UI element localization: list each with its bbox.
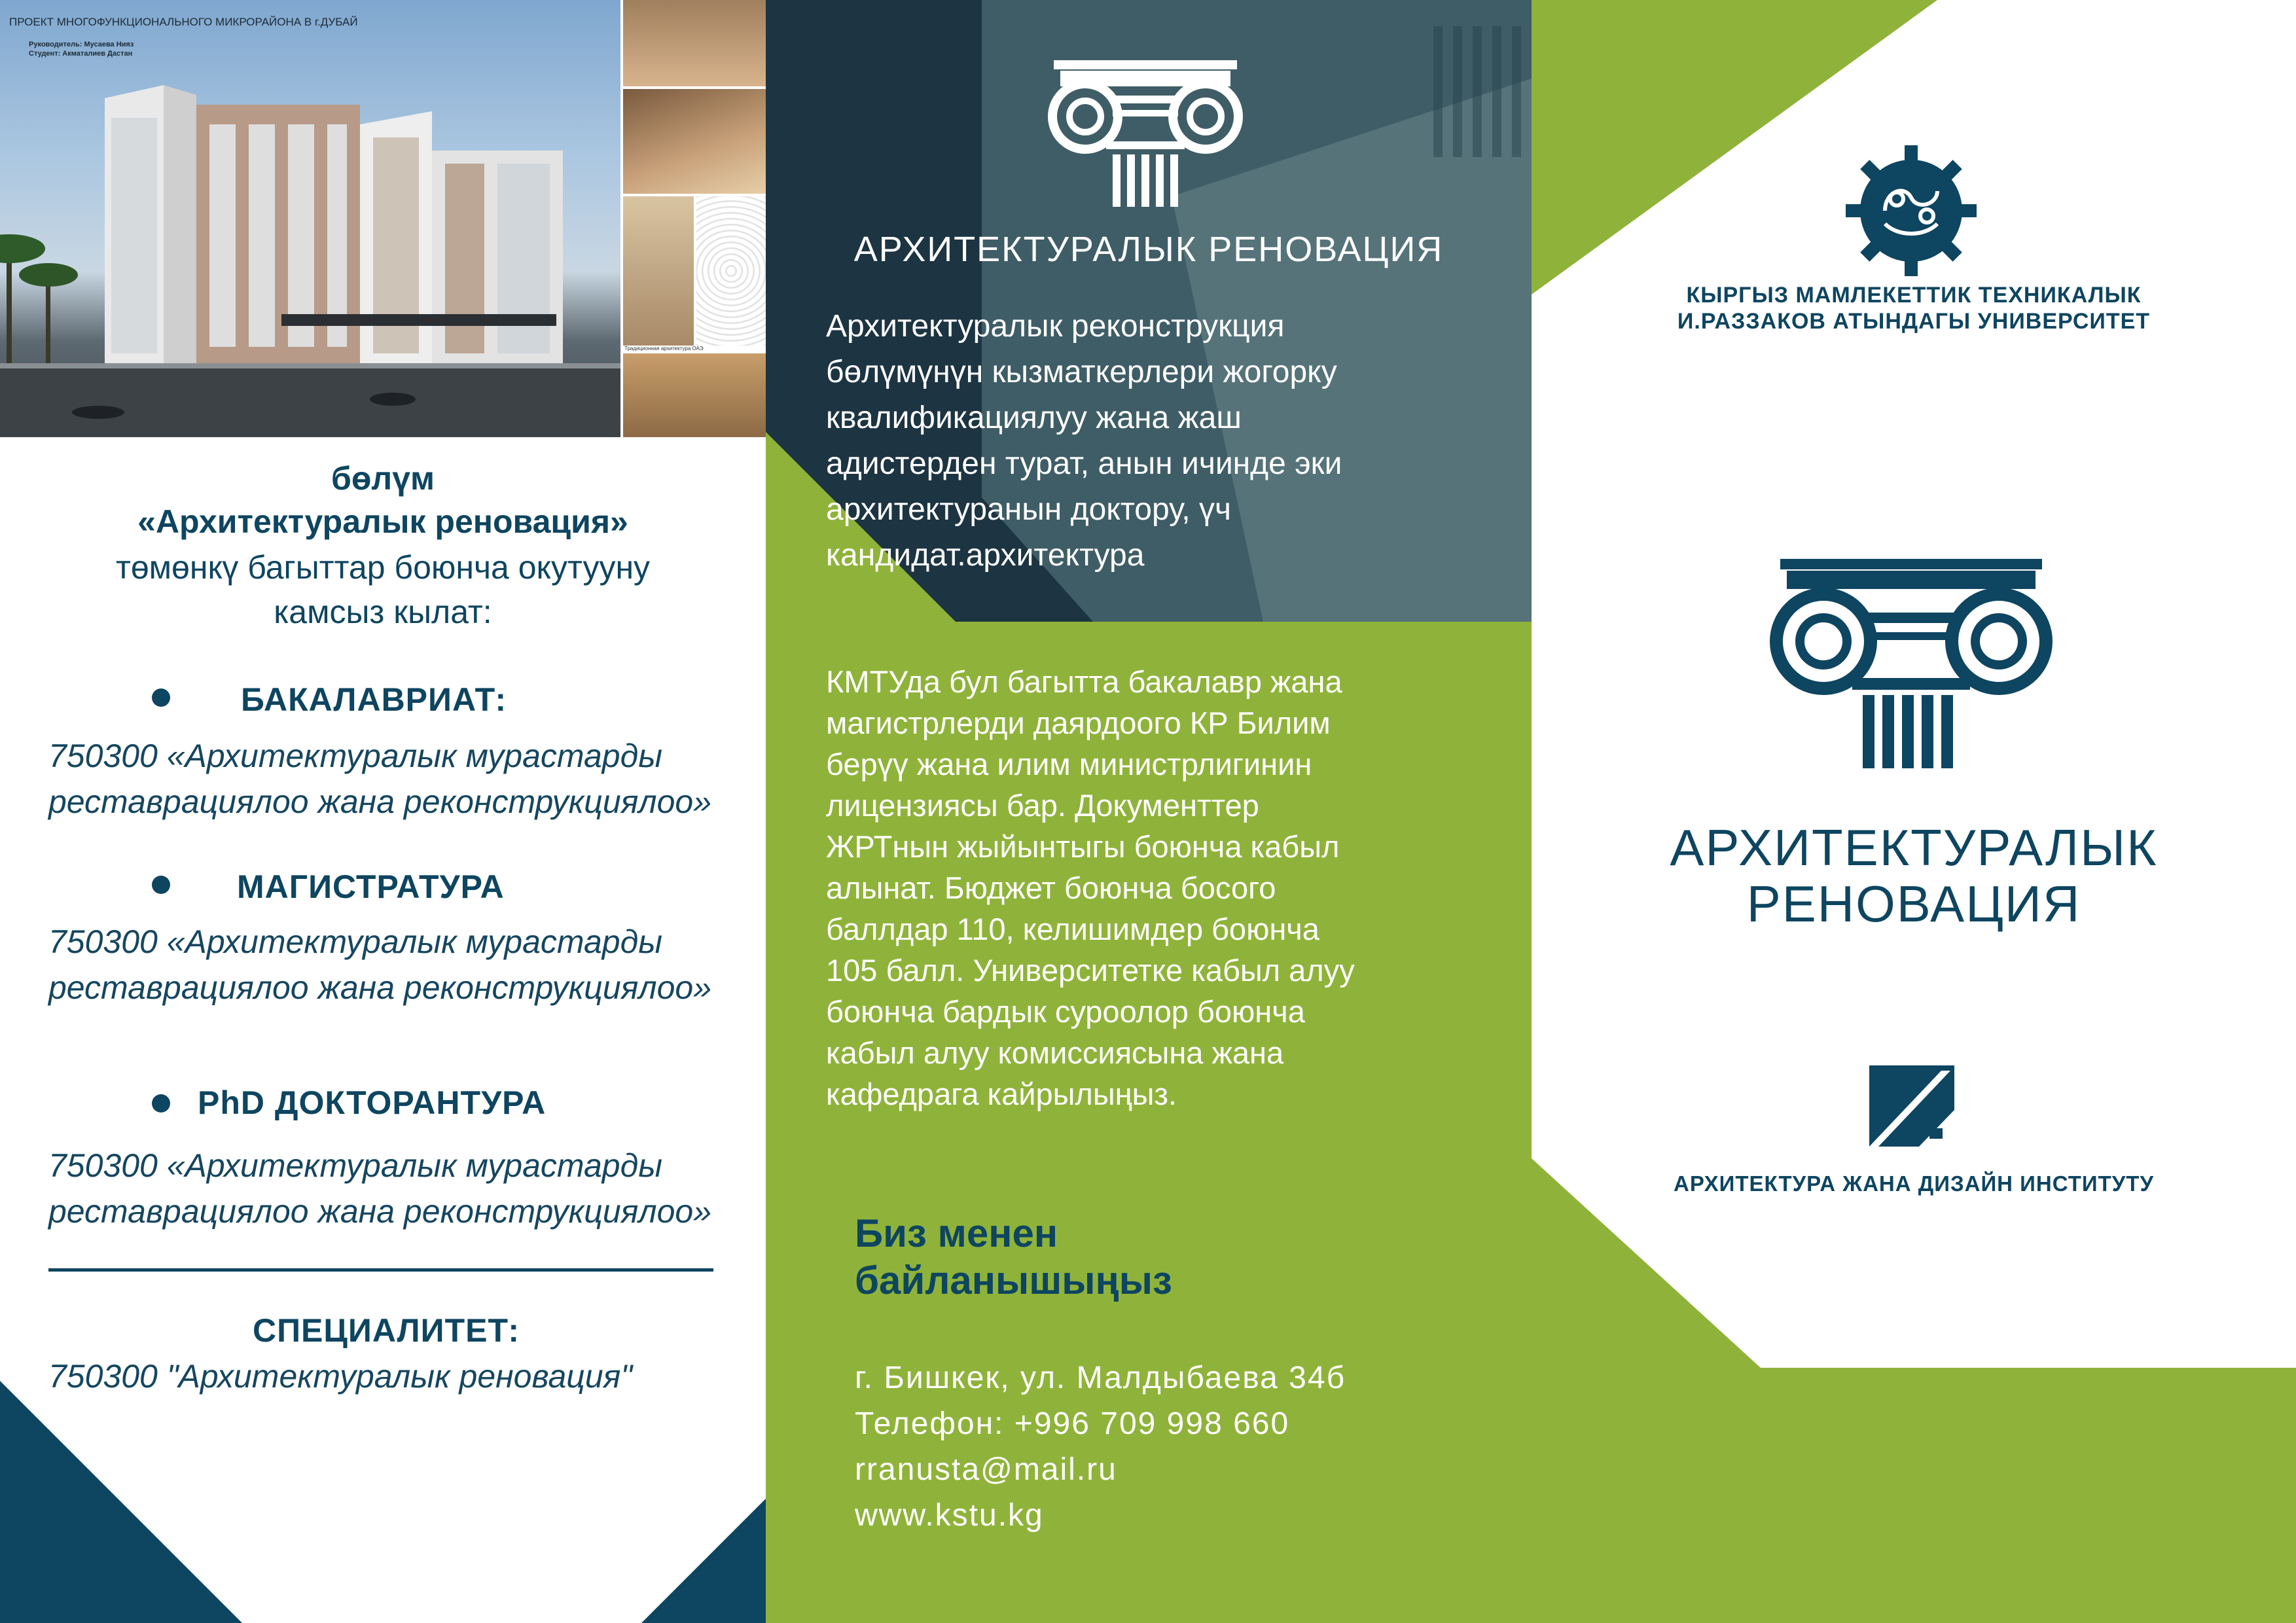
staff-line: архитектуранын доктору, үч (826, 492, 1231, 527)
intro-line-4: камсыз кылат: (274, 594, 492, 630)
corner-triangle-shape (0, 1381, 242, 1623)
website-link[interactable]: www.kstu.kg (855, 1498, 1044, 1533)
admission-line: баллдар 110, келишимдер боюнча (826, 912, 1319, 946)
edge-triangle-shape (641, 1499, 766, 1623)
master-heading: МАГИСТРАТУРА (237, 868, 505, 905)
phd-heading: PhD ДОКТОРАНТУРА (198, 1084, 547, 1121)
admission-line: кабыл алуу комиссиясына жана (826, 1035, 1284, 1070)
middle-title: АРХИТЕКТУРАЛЫК РЕНОВАЦИЯ (853, 230, 1444, 269)
phd-program-line-2: реставрациялоо жана реконструкциялоо» (48, 1193, 712, 1230)
admission-line: кафедрага кайрылыңыз. (826, 1077, 1177, 1111)
intro-line-3: төмөнкү багыттар боюнча окутууну (115, 549, 651, 586)
contact-heading-line-2: байланышыңыз (855, 1258, 1172, 1302)
institute-logo-icon (1869, 1065, 1954, 1147)
admission-line: алынат. Бюджет боюнча босого (826, 870, 1276, 905)
university-name-line-1: КЫРГЫЗ МАМЛЕКЕТТИК ТЕХНИКАЛЫК (1686, 283, 2142, 308)
staff-line: адистерден турат, анын ичинде эки (826, 446, 1342, 481)
institute-name: АРХИТЕКТУРА ЖАНА ДИЗАЙН ИНСТИТУТУ (1674, 1171, 2154, 1196)
intro-line-2: «Архитектуралык реновация» (137, 503, 628, 540)
admission-line: боюнча бардык суроолор боюнча (826, 994, 1305, 1029)
staff-line: кандидат.архитектура (826, 538, 1145, 573)
supervisor-text: Руководитель: Мусаева Нияз (29, 41, 134, 48)
admission-line: лицензиясы бар. Документтер (826, 788, 1259, 823)
master-program-line-2: реставрациялоо жана реконструкциялоо» (48, 969, 712, 1006)
column-logo-icon (1767, 556, 2055, 772)
staff-description (826, 304, 1520, 579)
brochure-title-line-2: РЕНОВАЦИЯ (1746, 875, 2081, 933)
university-name-line-2: И.РАЗЗАКОВ АТЫНДАГЫ УНИВЕРСИТЕТ (1677, 309, 2151, 334)
project-title-text: ПРОЕКТ МНОГОФУНКЦИОНАЛЬНОГО МИКРОРАЙОНА В г.ДУБАЙ (9, 16, 358, 28)
left-panel (0, 0, 766, 1623)
column-logo-icon (1047, 56, 1244, 207)
admission-description (826, 661, 1480, 1115)
address-text: г. Бишкек, ул. Малдыбаева 34б (855, 1361, 1346, 1395)
admission-line: 105 балл. Университетке кабыл алуу (826, 953, 1355, 988)
middle-panel (766, 0, 1532, 1623)
left-corner-triangle (0, 0, 766, 1623)
admission-line: магистрлерди даярдоого КР Билим (826, 705, 1331, 740)
university-logo-icon (1839, 139, 1983, 283)
bottom-green-block (1532, 1368, 2296, 1623)
specialist-heading: СПЕЦИАЛИТЕТ: (252, 1312, 520, 1349)
thumbnail-caption: Традиционная архитектура ОАЭ (624, 346, 704, 351)
phd-program-line-1: 750300 «Архитектуралык мурастарды (48, 1147, 663, 1184)
admission-line: берүү жана илим министрлигинин (826, 747, 1312, 781)
brochure-title-line-1: АРХИТЕКТУРАЛЫК (1670, 819, 2158, 876)
staff-line: бөлүмүнүн кызматкерлери жогорку (826, 355, 1337, 389)
staff-line: Архитектуралык реконструкция (826, 309, 1285, 344)
bachelor-heading: БАКАЛАВРИАТ: (241, 681, 507, 718)
phone-text[interactable]: Телефон: +996 709 998 660 (855, 1406, 1290, 1441)
bachelor-program-line-1: 750300 «Архитектуралык мурастарды (48, 738, 663, 774)
email-link[interactable]: rranusta@mail.ru (855, 1452, 1117, 1487)
admission-line: ЖРТнын жыйынтыгы боюнча кабыл (826, 829, 1340, 864)
contact-heading-line-1: Биз менен (855, 1211, 1058, 1255)
right-panel (1532, 0, 2296, 1623)
student-text: Студент: Акматалиев Дастан (29, 50, 133, 58)
intro-line-1: бөлүм (331, 460, 435, 497)
master-program-line-1: 750300 «Архитектуралык мурастарды (48, 923, 663, 960)
bachelor-program-line-2: реставрациялоо жана реконструкциялоо» (48, 783, 712, 820)
staff-line: квалификациялуу жана жаш (826, 401, 1242, 435)
admission-line: КМТУда бул багытта бакалавр жана (826, 664, 1342, 699)
specialist-program-text: 750300 "Архитектуралык реновация" (48, 1358, 633, 1395)
